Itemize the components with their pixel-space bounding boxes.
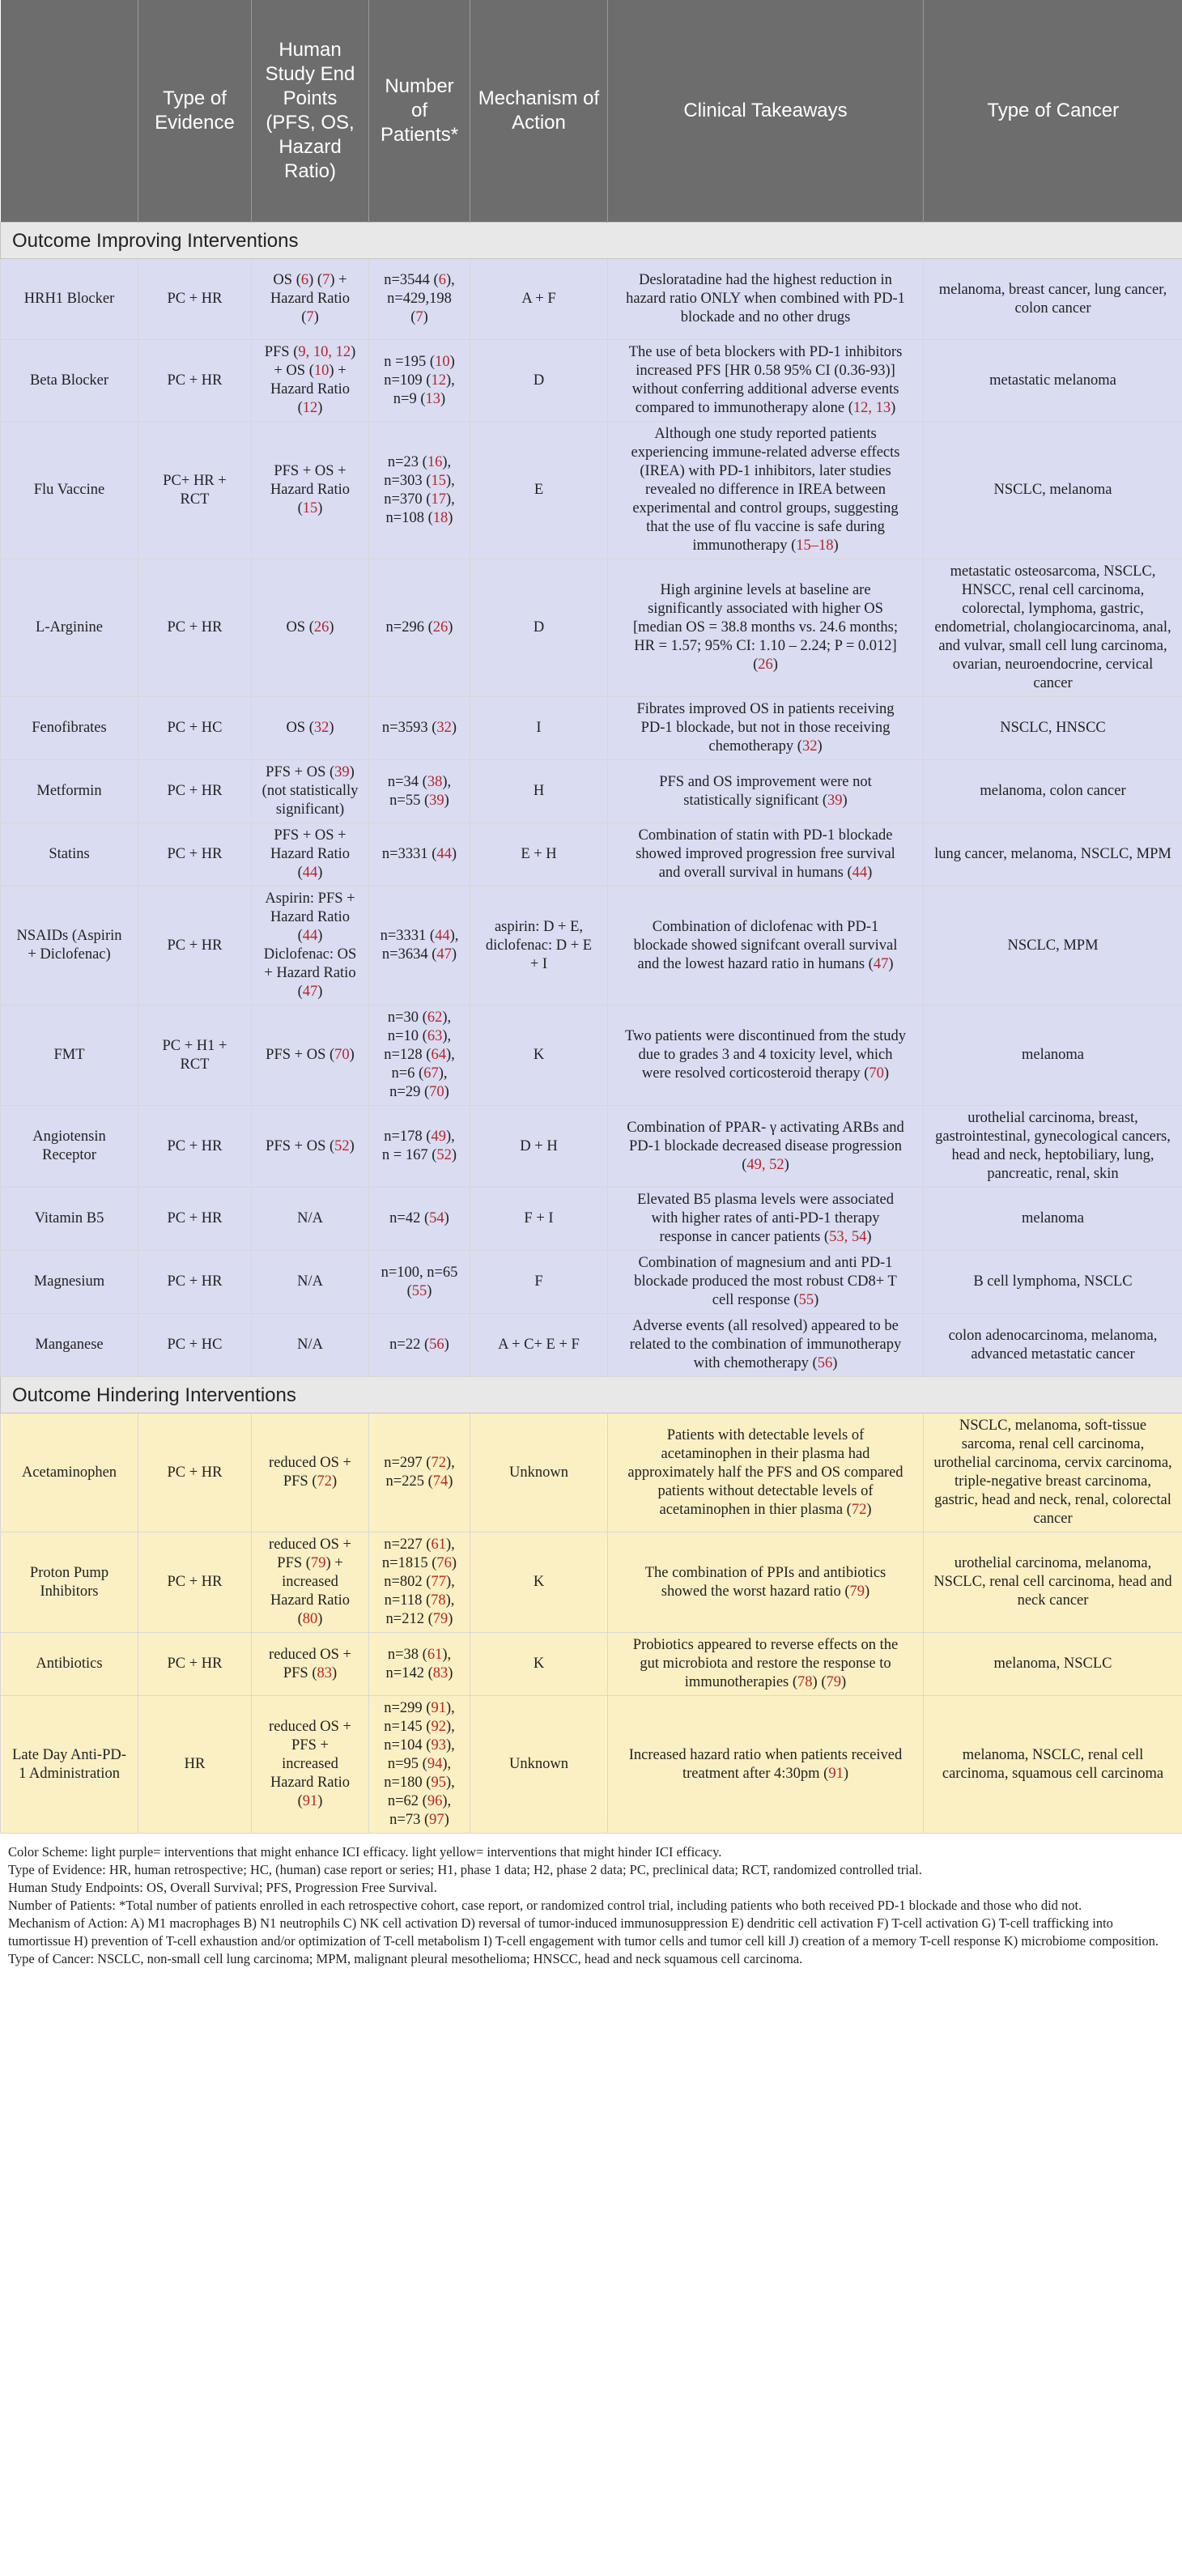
reference-number[interactable]: 44 (302, 928, 318, 944)
reference-number[interactable]: 12 (431, 372, 446, 389)
cell-endpoints: Aspirin: PFS + Hazard Ratio (44) Diclofenac: OS + Hazard Ratio (47) (252, 886, 369, 1005)
reference-number[interactable]: 92 (431, 1719, 446, 1735)
reference-number[interactable]: 15 (302, 500, 318, 516)
reference-number[interactable]: 39 (334, 764, 350, 780)
cell-mechanism-of-action: E (470, 422, 608, 559)
cell-intervention-name: Magnesium (1, 1251, 138, 1314)
reference-number[interactable]: 70 (334, 1047, 350, 1063)
cell-endpoints: PFS + OS (39) (not statistically significant) (252, 760, 369, 823)
reference-number[interactable]: 93 (431, 1737, 446, 1753)
footnote: Human Study Endpoints: OS, Overall Survival; PFS, Progression Free Survival. (8, 1880, 437, 1895)
table-row (1, 1188, 1182, 1251)
reference-number[interactable]: 6 (300, 272, 309, 288)
cell-type-of-evidence: PC + HC (138, 1314, 252, 1377)
cell-clinical-takeaway: Elevated B5 plasma levels were associated with higher rates of anti-PD-1 therapy response in cancer patients (53, 54) (608, 1188, 924, 1251)
cell-clinical-takeaway: Combination of statin with PD-1 blockade showed improved progression free survival and overall survival in humans (44) (608, 823, 924, 886)
reference-number[interactable]: 44 (435, 928, 450, 944)
cell-number-of-patients: n=299 (91), n=145 (92), n=104 (93), n=95 (94), n=180 (95), n=62 (96), n=73 (97) (369, 1696, 470, 1834)
cell-type-of-cancer: melanoma (924, 1005, 1182, 1106)
cell-type-of-cancer: NSCLC, HNSCC (924, 697, 1182, 760)
cell-intervention-name: Fenofibrates (1, 697, 138, 760)
footnote: Type of Cancer: NSCLC, non-small cell lung carcinoma; MPM, malignant pleural mesothelioma; HNSCC, head and neck squamous cell carcinoma. (8, 1951, 803, 1966)
cell-type-of-evidence: PC + HC (138, 697, 252, 760)
cell-intervention-name: Antibiotics (1, 1633, 138, 1696)
reference-number[interactable]: 47 (436, 946, 452, 963)
cell-clinical-takeaway: Combination of magnesium and anti PD-1 blockade produced the most robust CD8+ T cell response (55) (608, 1251, 924, 1314)
reference-number[interactable]: 96 (427, 1793, 443, 1809)
cell-number-of-patients: n=34 (38), n=55 (39) (369, 760, 470, 823)
reference-number[interactable]: 44 (852, 865, 868, 881)
reference-number[interactable]: 83 (317, 1664, 332, 1681)
cell-endpoints: PFS + OS (52) (252, 1106, 369, 1188)
cell-mechanism-of-action: F (470, 1251, 608, 1314)
reference-number[interactable]: 52 (436, 1147, 452, 1163)
reference-number[interactable]: 79 (849, 1583, 865, 1600)
table-row (1, 886, 1182, 1005)
reference-number[interactable]: 10 (435, 353, 450, 370)
cell-clinical-takeaway: Combination of PPAR- γ activating ARBs and PD-1 blockade decreased disease progression (49, 52) (608, 1106, 924, 1188)
cell-mechanism-of-action: F + I (470, 1188, 608, 1251)
cell-intervention-name: Statins (1, 823, 138, 886)
cell-intervention-name: Angiotensin Receptor (1, 1106, 138, 1188)
cell-intervention-name: Beta Blocker (1, 340, 138, 422)
reference-number[interactable]: 53, 54 (829, 1229, 867, 1245)
reference-number[interactable]: 49 (431, 1129, 446, 1145)
reference-number[interactable]: 74 (432, 1473, 449, 1490)
reference-number[interactable]: 79 (310, 1555, 326, 1571)
reference-number[interactable]: 26 (758, 657, 773, 673)
cell-type-of-cancer: colon adenocarcinoma, melanoma, advanced metastatic cancer (924, 1314, 1182, 1377)
cell-mechanism-of-action: Unknown (470, 1413, 608, 1532)
cell-type-of-evidence: PC + H1 + RCT (138, 1005, 252, 1106)
header-row (1, 0, 1182, 223)
reference-number[interactable]: 15–18 (796, 538, 834, 554)
cell-mechanism-of-action: K (470, 1633, 608, 1696)
cell-number-of-patients: n=23 (16), n=303 (15), n=370 (17), n=108 (18) (369, 422, 470, 559)
cell-type-of-evidence: PC + HR (138, 1251, 252, 1314)
reference-number[interactable]: 18 (432, 509, 449, 526)
reference-number[interactable]: 12, 13 (852, 400, 891, 416)
reference-number[interactable]: 26 (432, 619, 449, 635)
reference-number[interactable]: 61 (427, 1646, 443, 1663)
reference-number[interactable]: 39 (429, 792, 444, 809)
cell-type-of-cancer: NSCLC, melanoma, soft-tissue sarcoma, renal cell carcinoma, urothelial carcinoma, cervix carcinoma, triple-negative breast carcinoma, gastric, head and neck, renal, colorectal cancer (924, 1413, 1182, 1532)
reference-number[interactable]: 47 (302, 984, 318, 1000)
cell-clinical-takeaway: Increased hazard ratio when patients received treatment after 4:30pm (91) (608, 1696, 924, 1834)
reference-number[interactable]: 62 (427, 1010, 443, 1026)
cell-intervention-name: HRH1 Blocker (1, 259, 138, 340)
cell-number-of-patients: n=3593 (32) (369, 697, 470, 760)
cell-number-of-patients: n=297 (72), n=225 (74) (369, 1413, 470, 1532)
cell-mechanism-of-action: A + F (470, 259, 608, 340)
table-row (1, 823, 1182, 886)
reference-number[interactable]: 70 (429, 1084, 444, 1100)
table-row (1, 259, 1182, 340)
cell-intervention-name: NSAIDs (Aspirin + Diclofenac) (1, 886, 138, 1005)
reference-number[interactable]: 13 (425, 390, 441, 407)
footnote: Color Scheme: light purple= interventions that might enhance ICI efficacy. light yellow= interventions that might hinder ICI efficacy. (8, 1844, 722, 1860)
cell-endpoints: reduced OS + PFS + increased Hazard Ratio (91) (252, 1696, 369, 1834)
cell-number-of-patients: n=296 (26) (369, 559, 470, 697)
cell-mechanism-of-action: A + C+ E + F (470, 1314, 608, 1377)
reference-number[interactable]: 15 (431, 472, 446, 489)
cell-number-of-patients: n=178 (49), n = 167 (52) (369, 1106, 470, 1188)
reference-number[interactable]: 94 (427, 1756, 443, 1772)
cell-mechanism-of-action: D (470, 559, 608, 697)
cell-number-of-patients: n =195 (10) n=109 (12), n=9 (13) (369, 340, 470, 422)
cell-clinical-takeaway: The combination of PPIs and antibiotics showed the worst hazard ratio (79) (608, 1532, 924, 1633)
cell-intervention-name: Flu Vaccine (1, 422, 138, 559)
cell-type-of-cancer: melanoma, NSCLC, renal cell carcinoma, squamous cell carcinoma (924, 1696, 1182, 1834)
header-mechanism: Mechanism of Action (470, 0, 608, 223)
table-row (1, 422, 1182, 559)
reference-number[interactable]: 16 (427, 453, 443, 470)
cell-type-of-evidence: HR (138, 1696, 252, 1834)
reference-number[interactable]: 32 (313, 720, 330, 736)
cell-mechanism-of-action: K (470, 1532, 608, 1633)
cell-type-of-cancer: NSCLC, MPM (924, 886, 1182, 1005)
section-title-hindering: Outcome Hindering Interventions (1, 1377, 1182, 1413)
cell-mechanism-of-action: K (470, 1005, 608, 1106)
table-row (1, 697, 1182, 760)
reference-number[interactable]: 78 (431, 1592, 446, 1609)
cell-type-of-evidence: PC+ HR + RCT (138, 422, 252, 559)
reference-number[interactable]: 70 (869, 1065, 884, 1082)
cell-type-of-cancer: melanoma (924, 1188, 1182, 1251)
cell-endpoints: PFS + OS + Hazard Ratio (44) (252, 823, 369, 886)
reference-number[interactable]: 63 (427, 1028, 443, 1044)
reference-number[interactable]: 7 (306, 309, 314, 325)
cell-type-of-cancer: urothelial carcinoma, melanoma, NSCLC, renal cell carcinoma, head and neck cancer (924, 1532, 1182, 1633)
reference-number[interactable]: 47 (873, 955, 889, 972)
cell-type-of-evidence: PC + HR (138, 1633, 252, 1696)
section-title-improving: Outcome Improving Interventions (1, 223, 1182, 259)
reference-number[interactable]: 76 (436, 1555, 452, 1571)
reference-number[interactable]: 91 (828, 1765, 844, 1782)
cell-endpoints: OS (26) (252, 559, 369, 697)
cell-intervention-name: Metformin (1, 760, 138, 823)
cell-endpoints: N/A (252, 1251, 369, 1314)
cell-endpoints: PFS + OS (70) (252, 1005, 369, 1106)
reference-number[interactable]: 72 (851, 1501, 867, 1518)
header-clinical-takeaways: Clinical Takeaways (608, 0, 924, 223)
table-row (1, 559, 1182, 697)
cell-intervention-name: L-Arginine (1, 559, 138, 697)
cell-clinical-takeaway: Fibrates improved OS in patients receiving PD-1 blockade, but not in those receiving chemotherapy (32) (608, 697, 924, 760)
cell-endpoints: PFS + OS + Hazard Ratio (15) (252, 422, 369, 559)
cell-number-of-patients: n=3331 (44) (369, 823, 470, 886)
reference-number[interactable]: 32 (436, 720, 452, 736)
cell-type-of-evidence: PC + HR (138, 760, 252, 823)
cell-type-of-evidence: PC + HR (138, 1106, 252, 1188)
table-row (1, 1106, 1182, 1188)
cell-number-of-patients: n=22 (56) (369, 1314, 470, 1377)
header-type-of-cancer: Type of Cancer (924, 0, 1182, 223)
footnote: Mechanism of Action: A) M1 macrophages B) N1 neutrophils C) NK cell activation D) reversal of tumor-induced immunosuppression E) dendritic cell activation F) T-cell activation G) T-cell trafficking into tumortissue H) prevention of T-cell exhaustion and/or optimization of T-cell metabolism I) T-cell engagement with tumor cells and tumor cell kill J) creation of a memory T-cell response K) microbiome composition. (8, 1915, 1159, 1949)
reference-number[interactable]: 44 (302, 865, 318, 881)
cell-clinical-takeaway: Although one study reported patients experiencing immune-related adverse effects (IREA) with PD-1 inhibitors, later studies revealed no difference in IREA between experimental and control groups, suggesting that the use of flu vaccine is safe during immunotherapy (15–18) (608, 422, 924, 559)
table-row (1, 1532, 1182, 1633)
reference-number[interactable]: 61 (431, 1537, 446, 1553)
cell-endpoints: N/A (252, 1188, 369, 1251)
reference-number[interactable]: 7 (322, 272, 330, 288)
reference-number[interactable]: 39 (827, 792, 843, 809)
reference-number[interactable]: 44 (436, 846, 452, 862)
cell-endpoints: OS (32) (252, 697, 369, 760)
cell-type-of-cancer: metastatic melanoma (924, 340, 1182, 422)
section-improving (1, 223, 1182, 259)
reference-number[interactable]: 79 (826, 1674, 842, 1690)
cell-intervention-name: Late Day Anti-PD-1 Administration (1, 1696, 138, 1834)
reference-number[interactable]: 12 (302, 400, 318, 416)
cell-mechanism-of-action: D (470, 340, 608, 422)
reference-number[interactable]: 91 (431, 1700, 446, 1716)
footnote: Number of Patients: *Total number of patients enrolled in each retrospective cohort, case report, or randomized control trial, including patients who both received PD-1 blockade and those who did not. (8, 1898, 1082, 1913)
header-number-of-patients: Number of Patients* (369, 0, 470, 223)
reference-number[interactable]: 67 (423, 1065, 439, 1082)
header-endpoints: Human Study End Points (PFS, OS, Hazard Ratio) (252, 0, 369, 223)
cell-endpoints: PFS (9, 10, 12) + OS (10) + Hazard Ratio (12) (252, 340, 369, 422)
cell-type-of-cancer: melanoma, breast cancer, lung cancer, colon cancer (924, 259, 1182, 340)
cell-type-of-evidence: PC + HR (138, 1188, 252, 1251)
reference-number[interactable]: 72 (317, 1473, 332, 1490)
reference-number[interactable]: 26 (313, 619, 330, 635)
cell-endpoints: N/A (252, 1314, 369, 1377)
cell-clinical-takeaway: Patients with detectable levels of acetaminophen in their plasma had approximately half the PFS and OS compared patients without detectable levels of acetaminophen in thier plasma (72) (608, 1413, 924, 1532)
cell-type-of-evidence: PC + HR (138, 1413, 252, 1532)
reference-number[interactable]: 7 (415, 309, 423, 325)
reference-number[interactable]: 10 (313, 363, 330, 379)
cell-number-of-patients: n=227 (61), n=1815 (76) n=802 (77), n=118 (78), n=212 (79) (369, 1532, 470, 1633)
reference-number[interactable]: 56 (429, 1337, 444, 1353)
reference-number[interactable]: 95 (431, 1775, 446, 1791)
cell-mechanism-of-action: Unknown (470, 1696, 608, 1834)
cell-type-of-evidence: PC + HR (138, 259, 252, 340)
reference-number[interactable]: 77 (431, 1574, 446, 1590)
table-row (1, 1314, 1182, 1377)
cell-type-of-evidence: PC + HR (138, 886, 252, 1005)
cell-type-of-cancer: urothelial carcinoma, breast, gastrointestinal, gynecological cancers, head and neck, heptobiliary, lung, pancreatic, renal, skin (924, 1106, 1182, 1188)
cell-clinical-takeaway: PFS and OS improvement were not statistically significant (39) (608, 760, 924, 823)
reference-number[interactable]: 79 (432, 1611, 449, 1627)
cell-endpoints: OS (6) (7) + Hazard Ratio (7) (252, 259, 369, 340)
reference-number[interactable]: 64 (431, 1047, 446, 1063)
reference-number[interactable]: 55 (798, 1292, 814, 1308)
reference-number[interactable]: 6 (438, 272, 446, 288)
cell-clinical-takeaway: Combination of diclofenac with PD-1 blockade showed signifcant overall survival and the lowest hazard ratio in humans (47) (608, 886, 924, 1005)
reference-number[interactable]: 91 (302, 1793, 318, 1809)
cell-type-of-cancer: lung cancer, melanoma, NSCLC, MPM (924, 823, 1182, 886)
cell-type-of-evidence: PC + HR (138, 340, 252, 422)
reference-number[interactable]: 97 (429, 1812, 444, 1828)
cell-clinical-takeaway: Adverse events (all resolved) appeared to be related to the combination of immunotherapy with chemotherapy (56) (608, 1314, 924, 1377)
reference-number[interactable]: 72 (431, 1455, 446, 1471)
cell-type-of-evidence: PC + HR (138, 1532, 252, 1633)
cell-clinical-takeaway: High arginine levels at baseline are significantly associated with higher OS [median OS = 38.8 months vs. 24.6 months; HR = 1.57; 95% CI: 1.10 – 2.24; P = 0.012] (26) (608, 559, 924, 697)
cell-number-of-patients: n=3331 (44), n=3634 (47) (369, 886, 470, 1005)
cell-type-of-cancer: melanoma, NSCLC (924, 1633, 1182, 1696)
cell-endpoints: reduced OS + PFS (72) (252, 1413, 369, 1532)
cell-type-of-cancer: B cell lymphoma, NSCLC (924, 1251, 1182, 1314)
header-intervention (1, 0, 138, 223)
cell-type-of-cancer: melanoma, colon cancer (924, 760, 1182, 823)
cell-intervention-name: Acetaminophen (1, 1413, 138, 1532)
cell-intervention-name: FMT (1, 1005, 138, 1106)
reference-number[interactable]: 54 (429, 1210, 444, 1226)
cell-mechanism-of-action: H (470, 760, 608, 823)
cell-clinical-takeaway: Two patients were discontinued from the study due to grades 3 and 4 toxicity level, which were resolved corticosteroid therapy (70) (608, 1005, 924, 1106)
cell-intervention-name: Manganese (1, 1314, 138, 1377)
cell-type-of-cancer: NSCLC, melanoma (924, 422, 1182, 559)
table-row (1, 1413, 1182, 1532)
reference-number[interactable]: 32 (801, 738, 818, 755)
cell-number-of-patients: n=30 (62), n=10 (63), n=128 (64), n=6 (67), n=29 (70) (369, 1005, 470, 1106)
cell-type-of-evidence: PC + HR (138, 823, 252, 886)
cell-number-of-patients: n=100, n=65 (55) (369, 1251, 470, 1314)
cell-mechanism-of-action: E + H (470, 823, 608, 886)
cell-clinical-takeaway: The use of beta blockers with PD-1 inhibitors increased PFS [HR 0.58 95% CI (0.36-93)] without conferring additional adverse events compared to immunotherapy alone (12, 13) (608, 340, 924, 422)
table-row (1, 1633, 1182, 1696)
reference-number[interactable]: 56 (817, 1355, 833, 1371)
cell-type-of-evidence: PC + HR (138, 559, 252, 697)
cell-clinical-takeaway: Desloratadine had the highest reduction in hazard ratio ONLY when combined with PD-1 blockade and no other drugs (608, 259, 924, 340)
footnote: Type of Evidence: HR, human retrospective; HC, (human) case report or series; H1, phase 1 data; H2, phase 2 data; PC, preclinical data; RCT, randomized controlled trial. (8, 1862, 922, 1877)
table-row (1, 760, 1182, 823)
reference-number[interactable]: 80 (302, 1611, 318, 1627)
reference-number[interactable]: 9, 10, 12 (298, 344, 351, 360)
cell-clinical-takeaway: Probiotics appeared to reverse effects on the gut microbiota and restore the response to immunotherapies (78) (79) (608, 1633, 924, 1696)
cell-intervention-name: Proton Pump Inhibitors (1, 1532, 138, 1633)
reference-number[interactable]: 49, 52 (746, 1156, 784, 1173)
cell-mechanism-of-action: aspirin: D + E, diclofenac: D + E + I (470, 886, 608, 1005)
cell-number-of-patients: n=3544 (6), n=429,198 (7) (369, 259, 470, 340)
table-row (1, 340, 1182, 422)
cell-mechanism-of-action: I (470, 697, 608, 760)
reference-number[interactable]: 52 (334, 1137, 350, 1154)
reference-number[interactable]: 83 (432, 1664, 449, 1681)
cell-number-of-patients: n=42 (54) (369, 1188, 470, 1251)
table-row (1, 1005, 1182, 1106)
cell-type-of-cancer: metastatic osteosarcoma, NSCLC, HNSCC, renal cell carcinoma, colorectal, lymphoma, gastric, endometrial, cholangiocarcinoma, anal, and vulvar, small cell lung carcinoma, ovarian, neuroendocrine, cervical cancer (924, 559, 1182, 697)
reference-number[interactable]: 55 (411, 1282, 427, 1299)
cell-endpoints: reduced OS + PFS (79) + increased Hazard Ratio (80) (252, 1532, 369, 1633)
cell-intervention-name: Vitamin B5 (1, 1188, 138, 1251)
table-row (1, 1696, 1182, 1834)
section-hindering (1, 1377, 1182, 1413)
cell-mechanism-of-action: D + H (470, 1106, 608, 1188)
cell-number-of-patients: n=38 (61), n=142 (83) (369, 1633, 470, 1696)
table-footnotes (0, 1834, 1182, 1968)
cell-endpoints: reduced OS + PFS (83) (252, 1633, 369, 1696)
reference-number[interactable]: 17 (431, 491, 446, 508)
table-row (1, 1251, 1182, 1314)
reference-number[interactable]: 38 (427, 773, 443, 790)
reference-number[interactable]: 78 (797, 1674, 813, 1690)
header-type-of-evidence: Type of Evidence (138, 0, 252, 223)
